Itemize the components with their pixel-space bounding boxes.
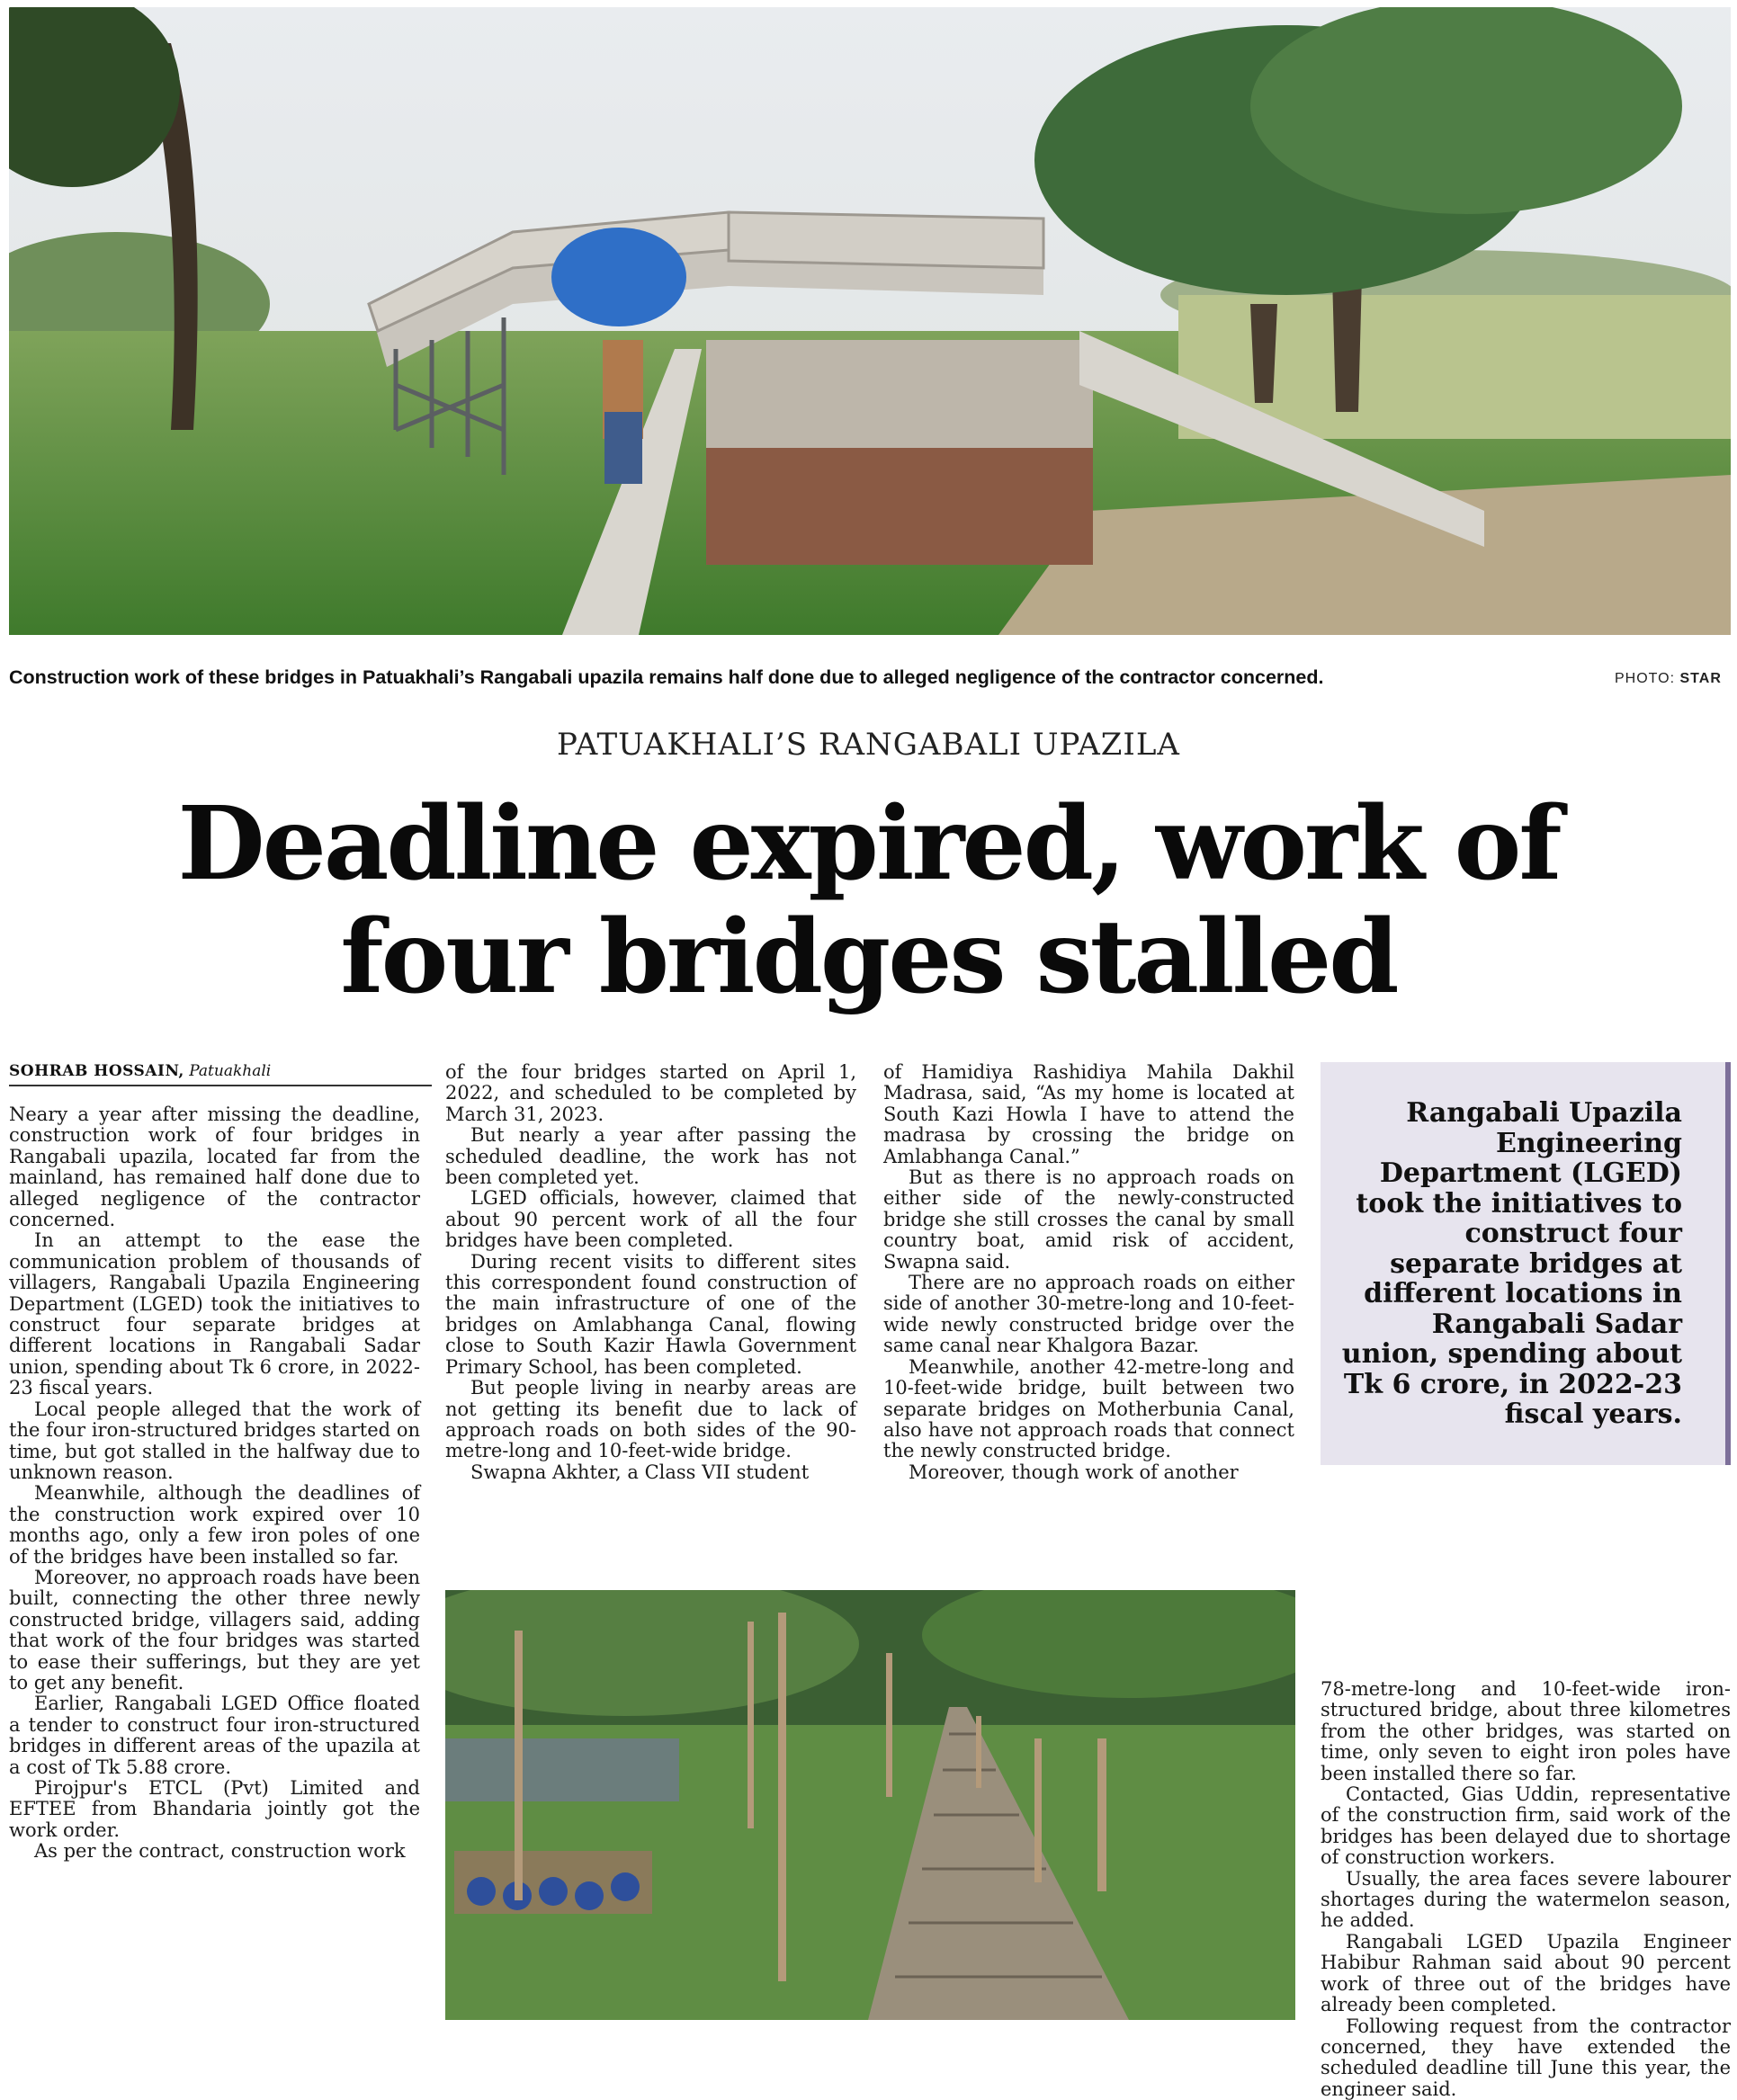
paragraph: 78-metre-long and 10-feet-wide iron-structured bridge, about three kilometres from the other bridges, was started on time, only seven to eight iron poles have been installed there so far. (1321, 1679, 1731, 1784)
paragraph: of the four bridges started on April 1, 2022, and scheduled to be completed by March 31, 2023. (445, 1062, 856, 1125)
photo-credit-label: PHOTO: (1615, 671, 1675, 686)
byline (9, 1062, 271, 1080)
photo-credit (1615, 671, 1722, 687)
byline-name: SOHRAB HOSSAIN, (9, 1062, 184, 1080)
article-column-1 (9, 1104, 420, 1863)
photo-caption: Construction work of these bridges in Patuakhali’s Rangabali upazila remains half done due to alleged negligence of the contractor concerned. (9, 666, 1592, 689)
paragraph: During recent visits to different sites this correspondent found construction of the main infrastructure of one of the bridges on Amlabhanga Canal, flowing close to South Kazir Hawla Government Primary School, has been completed. (445, 1252, 856, 1378)
footbridge-photo (445, 1590, 1295, 2020)
paragraph: Pirojpur's ETCL (Pvt) Limited and EFTEE from Bhandaria jointly got the work order. (9, 1778, 420, 1841)
headline (54, 788, 1683, 1014)
paragraph: Following request from the contractor concerned, they have extended the scheduled deadline till June this year, the engineer said. (1321, 2016, 1731, 2100)
bridge-photo (9, 7, 1731, 635)
kicker: PATUAKHALI’S RANGABALI UPAZILA (0, 727, 1737, 763)
paragraph: LGED officials, however, claimed that about 90 percent work of all the four bridges have been completed. (445, 1188, 856, 1251)
paragraph: Usually, the area faces severe labourer shortages during the watermelon season, he added. (1321, 1869, 1731, 1932)
article-column-4 (1321, 1679, 1731, 2100)
paragraph: Moreover, no approach roads have been built, connecting the other three newly constructed bridge, villagers said, adding that work of the four bridges was started to ease their sufferings, but they are yet to get any benefit. (9, 1568, 420, 1693)
byline-place: Patuakhali (189, 1062, 271, 1080)
paragraph: of Hamidiya Rashidiya Mahila Dakhil Madrasa, said, “As my home is located at South Kazi Howla I have to attend the madrasa by crossing the bridge on Amlabhanga Canal.” (883, 1062, 1294, 1167)
pull-quote-box (1321, 1062, 1731, 1465)
byline-divider (9, 1085, 432, 1086)
paragraph: Contacted, Gias Uddin, representative of the construction firm, said work of the bridges has been delayed due to shortage of construction workers. (1321, 1784, 1731, 1869)
paragraph: But nearly a year after passing the scheduled deadline, the work has not been completed yet. (445, 1125, 856, 1188)
headline-line-1: Deadline expired, work of (54, 788, 1683, 901)
paragraph: But as there is no approach roads on either side of the newly-constructed bridge she still crosses the canal by small country boat, amid risk of accident, Swapna said. (883, 1167, 1294, 1273)
paragraph: Meanwhile, another 42-metre-long and 10-feet-wide bridge, built between two separate bridges on Motherbunia Canal, also have not approach roads that connect the newly constructed bridge. (883, 1357, 1294, 1462)
paragraph: Swapna Akhter, a Class VII student (445, 1462, 856, 1483)
article-column-3 (883, 1062, 1294, 1483)
paragraph: There are no approach roads on either side of another 30-metre-long and 10-feet-wide newly constructed bridge over the same canal near Khalgora Bazar. (883, 1273, 1294, 1357)
headline-line-2: four bridges stalled (54, 901, 1683, 1014)
paragraph: In an attempt to the ease the communication problem of thousands of villagers, Rangabali Upazila Engineering Department (LGED) took the initiatives to construct four separate bridges at different locations in Rangabali Sadar union, spending about Tk 6 crore, in 2022-23 fiscal years. (9, 1230, 420, 1399)
paragraph: Local people alleged that the work of the four iron-structured bridges started on time, but got stalled in the halfway due to unknown reason. (9, 1399, 420, 1484)
paragraph: Moreover, though work of another (883, 1462, 1294, 1483)
paragraph: Neary a year after missing the deadline, construction work of four bridges in Rangabali upazila, located far from the mainland, has remained half done due to alleged negligence of the contractor concerned. (9, 1104, 420, 1230)
article-column-2 (445, 1062, 856, 1483)
paragraph: Meanwhile, although the deadlines of the construction work expired over 10 months ago, only a few iron poles of one of the bridges have been installed so far. (9, 1483, 420, 1568)
paragraph: As per the contract, construction work (9, 1841, 420, 1862)
paragraph: But people living in nearby areas are not getting its benefit due to lack of approach roads on both sides of the 90-metre-long and 10-feet-wide bridge. (445, 1378, 856, 1462)
paragraph: Rangabali LGED Upazila Engineer Habibur Rahman said about 90 percent work of three out of the bridges have already been completed. (1321, 1932, 1731, 2016)
pull-quote: Rangabali Upazila Engineering Department (LGED) took the initiatives to construct four separate bridges at different locations in Rangabali Sadar union, spending about Tk 6 crore, in 2022-23 fiscal years. (1340, 1098, 1682, 1430)
paragraph: Earlier, Rangabali LGED Office floated a tender to construct four iron-structured bridges in different areas of the upazila at a cost of Tk 5.88 crore. (9, 1693, 420, 1778)
photo-credit-source: STAR (1680, 671, 1722, 686)
